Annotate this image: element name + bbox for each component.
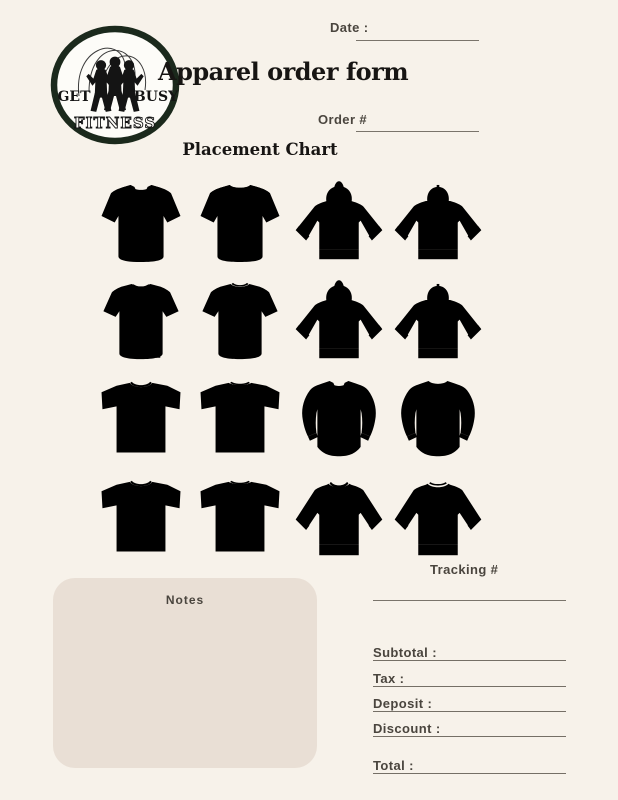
notes-area[interactable] (53, 578, 317, 768)
sweatshirt-back-icon (391, 472, 485, 567)
logo-word-get: GET (57, 89, 91, 105)
date-label: Date : (330, 20, 369, 35)
short-sleeve-shirt-back-icon (193, 176, 287, 271)
tracking-number-input-line[interactable] (373, 585, 566, 601)
tax-line[interactable] (373, 670, 566, 687)
garment-sweatshirt-back (391, 472, 485, 567)
garment-t-shirt-front (94, 373, 188, 468)
polo-shirt-front-icon (94, 275, 188, 370)
garment-t-shirt-back (193, 373, 287, 468)
boxy-t-shirt-front-icon (94, 472, 188, 567)
placement-chart-title: Placement Chart (182, 140, 338, 159)
garment-zip-hoodie-back (391, 176, 485, 271)
logo-word-fitness: FITNESS (73, 114, 157, 132)
garment-polo-shirt-front (94, 275, 188, 370)
garment-boxy-t-shirt-back (193, 472, 287, 567)
total-line[interactable] (373, 757, 566, 774)
order-number-label: Order # (318, 112, 368, 127)
discount-line[interactable] (373, 720, 566, 737)
garment-sweatshirt-front (292, 472, 386, 567)
short-sleeve-shirt-front-icon (94, 176, 188, 271)
t-shirt-back-icon (193, 373, 287, 468)
garment-polo-shirt-back (193, 275, 287, 370)
deposit-line[interactable] (373, 695, 566, 712)
garment-pullover-hoodie-back (391, 275, 485, 370)
long-sleeve-shirt-back-icon (391, 373, 485, 468)
total-label: Total : (373, 758, 414, 773)
sweatshirt-front-icon (292, 472, 386, 567)
discount-label: Discount : (373, 721, 441, 736)
zip-hoodie-back-icon (391, 176, 485, 271)
date-input-line[interactable] (356, 26, 479, 41)
boxy-t-shirt-back-icon (193, 472, 287, 567)
zip-hoodie-front-icon (292, 176, 386, 271)
garment-boxy-t-shirt-front (94, 472, 188, 567)
t-shirt-front-icon (94, 373, 188, 468)
logo-word-busy: BUSY (133, 89, 179, 105)
garment-short-sleeve-shirt-back (193, 176, 287, 271)
garment-pullover-hoodie-front (292, 275, 386, 370)
subtotal-label: Subtotal : (373, 645, 437, 660)
garment-long-sleeve-shirt-front (292, 373, 386, 468)
polo-shirt-back-icon (193, 275, 287, 370)
page-title: Apparel order form (158, 57, 409, 86)
pullover-hoodie-front-icon (292, 275, 386, 370)
garment-zip-hoodie-front (292, 176, 386, 271)
subtotal-line[interactable] (373, 644, 566, 661)
placement-chart-grid (91, 174, 487, 569)
notes-label: Notes (165, 593, 205, 607)
pullover-hoodie-back-icon (391, 275, 485, 370)
tax-label: Tax : (373, 671, 405, 686)
garment-short-sleeve-shirt-front (94, 176, 188, 271)
deposit-label: Deposit : (373, 696, 433, 711)
order-number-input-line[interactable] (356, 117, 479, 132)
garment-long-sleeve-shirt-back (391, 373, 485, 468)
long-sleeve-shirt-front-icon (292, 373, 386, 468)
tracking-number-label: Tracking # (430, 562, 499, 577)
